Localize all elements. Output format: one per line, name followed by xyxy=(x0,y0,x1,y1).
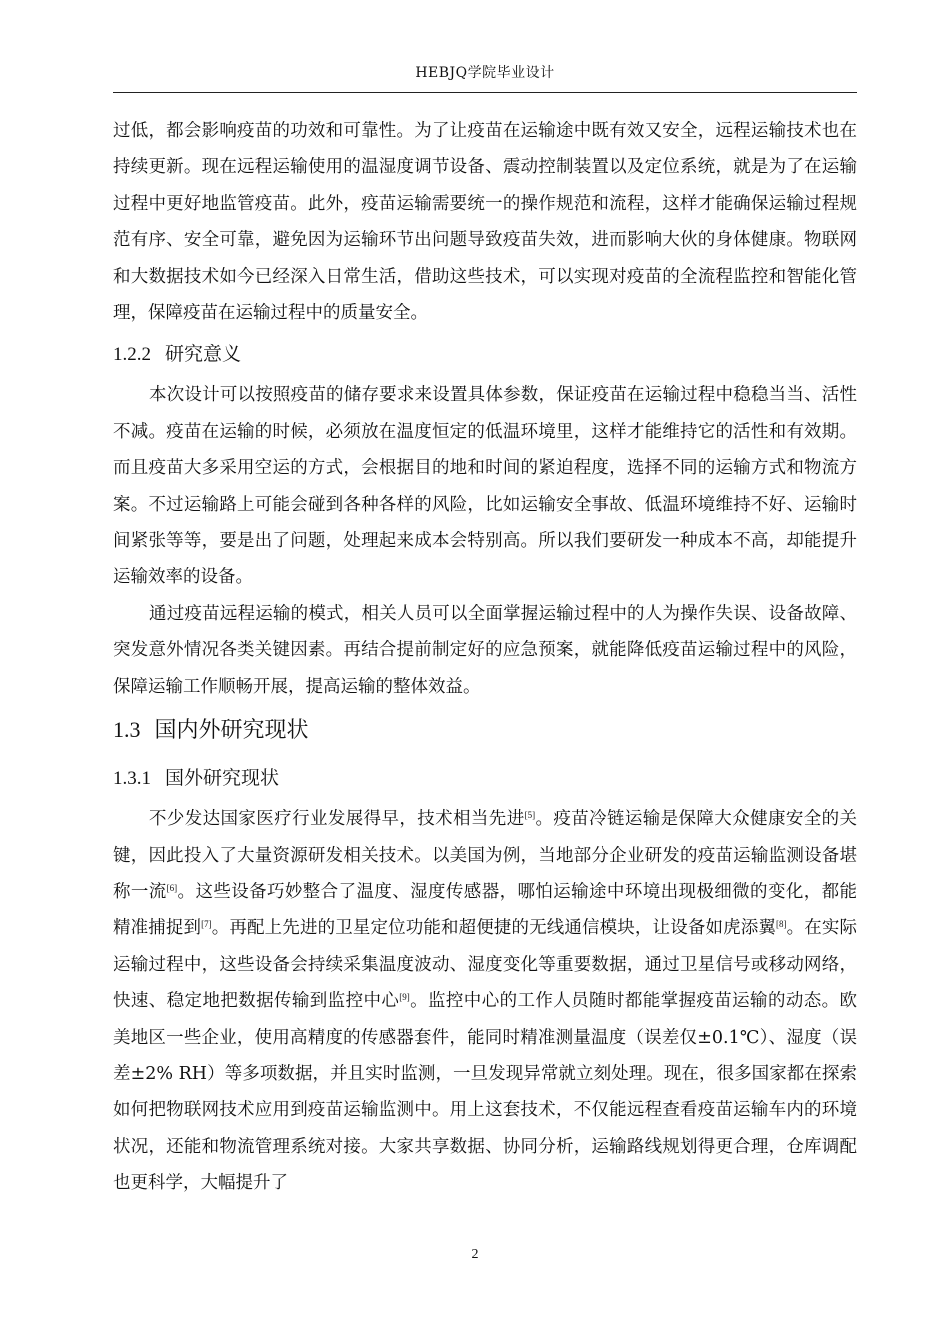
text-run: 。在实际运输过程中，这些设备会持续采集温度波动、湿度变化等重要数据，通过卫星信号或移动网络，快速、稳定地把数据传输到监控中心 xyxy=(113,918,858,1012)
section-number: 1.2.2 xyxy=(113,344,151,366)
header-divider xyxy=(113,92,857,93)
section-heading-1-2-2 xyxy=(113,331,857,377)
citation-ref-7[interactable]: [7] xyxy=(201,919,212,930)
text-run: 不少发达国家医疗行业发展得早，技术相当先进 xyxy=(149,809,525,830)
section-heading-1-3-1 xyxy=(113,755,857,801)
section-title: 国内外研究现状 xyxy=(154,718,309,744)
section-title: 国外研究现状 xyxy=(165,767,280,790)
section-title: 研究意义 xyxy=(165,343,242,366)
citation-ref-8[interactable]: [8] xyxy=(775,919,787,930)
text-run: 。再配上先进的卫星定位功能和超便捷的无线通信模块，让设备如虎添翼 xyxy=(211,918,776,939)
citation-ref-9[interactable]: [9] xyxy=(399,992,410,1003)
page-header: HEBJQ学院毕业设计 xyxy=(415,65,555,81)
page-number: 2 xyxy=(471,1247,479,1262)
text-run: 。监控中心的工作人员随时都能掌握疫苗运输的动态。欧美地区一些企业，使用高精度的传感器套件，能同时精准测量温度（误差仅±0.1℃）、湿度（误差±2% RH）等多项数据，并且实时监测，一旦发现异常就立刻处理。现在，很多国家都在探索如何把物联网技术应用到疫苗运输监测中。用上这套技术，不仅能远程查看疫苗运输车内的环境状况，还能和物流管理系统对接。大家共享数据、协同分析，运输路线规划得更合理，仓库调配也更科学，大幅提升了 xyxy=(113,991,858,1194)
citation-ref-5[interactable]: [5] xyxy=(524,810,536,821)
paragraph-research-significance-2: 通过疫苗远程运输的模式，相关人员可以全面掌握运输过程中的人为操作失误、设备故障、突发意外情况各类关键因素。再结合提前制定好的应急预案，就能降低疫苗运输过程中的风险，保障运输工作顺畅开展，提高运输的整体效益。 xyxy=(113,603,857,697)
citation-ref-6[interactable]: [6] xyxy=(166,882,178,893)
text-run: 。疫苗冷链运输是保障大众健康安全的关键，因此投入了大量资源研发相关技术。以美国为例，当地部分企业研发的疫苗运输监测设备堪称一流 xyxy=(113,809,857,902)
section-heading-1-3 xyxy=(113,705,857,755)
section-number: 1.3 xyxy=(113,717,141,743)
paragraph-research-significance-1: 本次设计可以按照疫苗的储存要求来设置具体参数，保证疫苗在运输过程中稳稳当当、活性不减。疫苗在运输的时候，必须放在温度恒定的低温环境里，这样才能维持它的活性和有效期。而且疫苗大多采用空运的方式，会根据目的地和时间的紧迫程度，选择不同的运输方式和物流方案。不过运输路上可能会碰到各种各样的风险，比如运输安全事故、低温环境维持不好、运输时间紧张等等，要是出了问题，处理起来成本会特别高。所以我们要研发一种成本不高，却能提升运输效率的设备。 xyxy=(113,385,857,588)
paragraph-continuation: 过低，都会影响疫苗的功效和可靠性。为了让疫苗在运输途中既有效又安全，远程运输技术也在持续更新。现在远程运输使用的温湿度调节设备、震动控制装置以及定位系统，就是为了在运输过程中更好地监管疫苗。此外，疫苗运输需要统一的操作规范和流程，这样才能确保运输过程规范有序、安全可靠，避免因为运输环节出问题导致疫苗失效，进而影响大伙的身体健康。物联网和大数据技术如今已经深入日常生活，借助这些技术，可以实现对疫苗的全流程监控和智能化管理，保障疫苗在运输过程中的质量安全。 xyxy=(113,121,857,324)
paragraph-foreign-research xyxy=(113,801,857,1201)
text-run: 。这些设备巧妙整合了温度、湿度传感器，哪怕运输途中环境出现极细微的变化，都能精准捕捉到 xyxy=(113,881,857,939)
document-body xyxy=(113,113,857,1202)
section-number: 1.3.1 xyxy=(113,768,151,790)
